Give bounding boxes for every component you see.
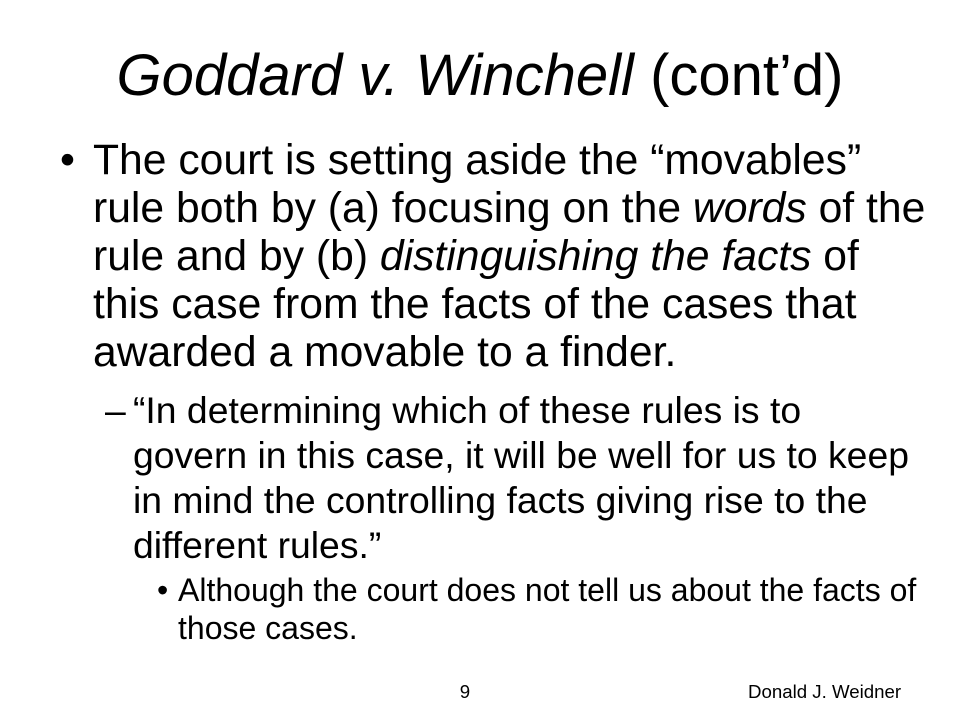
emphasis-words: words: [692, 184, 807, 232]
sub-sub-bullet-text: [178, 571, 916, 647]
sub-bullet-line-2: govern in this case, it will be well for us to keep: [133, 434, 909, 476]
title-suffix: (cont’d): [633, 43, 844, 108]
text-segment: of: [811, 232, 859, 280]
title-case-name: Goddard v. Winchell: [116, 43, 634, 108]
sub-bullet-line-3: in mind the controlling facts giving rise to the: [133, 479, 868, 521]
sub-bullet-quote: [133, 388, 909, 568]
text-segment: rule both by (a) focusing on the: [93, 184, 693, 232]
bullet-1-line-2: [93, 184, 925, 232]
bullet-1-line-4: this case from the facts of the cases that: [93, 280, 857, 328]
emphasis-distinguishing-the-facts: distinguishing the facts: [379, 232, 812, 280]
bullet-1-line-5: awarded a movable to a finder.: [93, 328, 677, 376]
bullet-1-line-3: [93, 232, 925, 280]
slide-title: [0, 43, 960, 108]
sub-bullet-dash-marker: –: [105, 389, 126, 431]
bullet-1-text: [93, 136, 925, 376]
sub-sub-bullet-marker: •: [157, 572, 169, 608]
text-segment: rule and by (b): [93, 232, 380, 280]
bullet-marker: •: [60, 136, 75, 184]
sub-bullet-line-4: different rules.”: [133, 524, 382, 566]
text-segment: of the: [806, 184, 926, 232]
sub-sub-bullet-line-1: Although the court does not tell us about the facts of: [178, 572, 917, 608]
page-number: 9: [459, 681, 471, 702]
bullet-1-line-1: The court is setting aside the “movables”: [93, 136, 862, 184]
sub-bullet-line-1: “In determining which of these rules is to: [133, 389, 802, 431]
sub-sub-bullet-line-2: those cases.: [178, 610, 358, 646]
footer-author: Donald J. Weidner: [748, 681, 902, 702]
